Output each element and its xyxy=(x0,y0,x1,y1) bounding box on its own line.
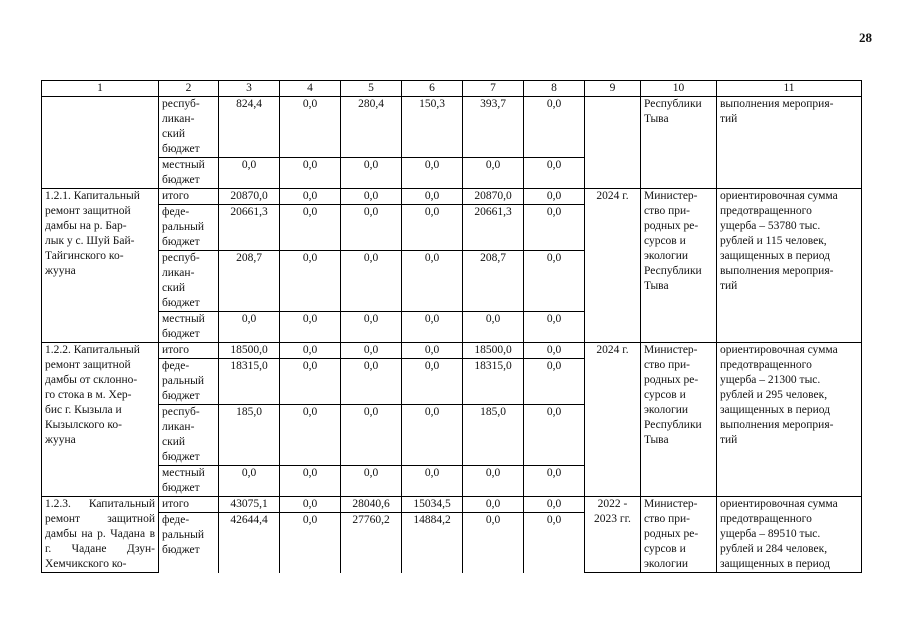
value-cell: 0,0 xyxy=(463,513,524,573)
value-cell: 0,0 xyxy=(341,158,402,189)
value-cell: 27760,2 xyxy=(341,513,402,573)
funding-source: феде- ральный бюджет xyxy=(159,513,219,573)
column-number: 7 xyxy=(463,81,524,97)
value-cell: 0,0 xyxy=(524,359,585,405)
executor-cell: Министер- ство при- родных ре- сурсов и экологии Республики Тыва xyxy=(641,343,717,497)
result-cell: ориентировочная сумма предотвращенного ущерба – 89510 тыс. рублей и 284 человек, защищенных в период xyxy=(717,497,862,573)
table-row xyxy=(42,189,862,205)
value-cell: 0,0 xyxy=(402,312,463,343)
funding-source: респуб- ликан- ский бюджет xyxy=(159,405,219,466)
funding-source: респуб- ликан- ский бюджет xyxy=(159,251,219,312)
column-number: 3 xyxy=(219,81,280,97)
funding-source: респуб- ликан- ский бюджет xyxy=(159,97,219,158)
value-cell: 0,0 xyxy=(402,466,463,497)
value-cell: 0,0 xyxy=(524,251,585,312)
funding-source: итого xyxy=(159,189,219,205)
value-cell: 0,0 xyxy=(402,343,463,359)
value-cell: 0,0 xyxy=(219,312,280,343)
value-cell: 0,0 xyxy=(341,343,402,359)
value-cell: 0,0 xyxy=(341,359,402,405)
value-cell: 0,0 xyxy=(524,97,585,158)
value-cell: 18500,0 xyxy=(219,343,280,359)
column-number: 2 xyxy=(159,81,219,97)
value-cell: 0,0 xyxy=(280,359,341,405)
table-row xyxy=(42,97,862,158)
value-cell: 0,0 xyxy=(341,205,402,251)
value-cell: 824,4 xyxy=(219,97,280,158)
executor-cell: Министер- ство при- родных ре- сурсов и экологии xyxy=(641,497,717,573)
value-cell: 18500,0 xyxy=(463,343,524,359)
value-cell: 0,0 xyxy=(524,497,585,513)
value-cell: 0,0 xyxy=(280,251,341,312)
value-cell: 0,0 xyxy=(341,405,402,466)
column-number: 9 xyxy=(585,81,641,97)
value-cell: 0,0 xyxy=(219,466,280,497)
value-cell: 0,0 xyxy=(524,513,585,573)
value-cell: 0,0 xyxy=(341,312,402,343)
value-cell: 0,0 xyxy=(524,158,585,189)
value-cell: 43075,1 xyxy=(219,497,280,513)
value-cell: 0,0 xyxy=(402,359,463,405)
column-number: 1 xyxy=(42,81,159,97)
value-cell: 18315,0 xyxy=(219,359,280,405)
value-cell: 0,0 xyxy=(341,189,402,205)
value-cell: 20661,3 xyxy=(463,205,524,251)
column-number: 5 xyxy=(341,81,402,97)
period-cell: 2024 г. xyxy=(585,343,641,497)
value-cell: 0,0 xyxy=(402,251,463,312)
result-cell: выполнения мероприя- тий xyxy=(717,97,862,189)
funding-source: итого xyxy=(159,497,219,513)
value-cell: 0,0 xyxy=(341,251,402,312)
column-number: 6 xyxy=(402,81,463,97)
value-cell: 0,0 xyxy=(280,189,341,205)
value-cell: 0,0 xyxy=(463,158,524,189)
value-cell: 0,0 xyxy=(280,205,341,251)
result-cell: ориентировочная сумма предотвращенного ущерба – 21300 тыс. рублей и 295 человек, защищенных в период выполнения мероприя- тий xyxy=(717,343,862,497)
value-cell: 150,3 xyxy=(402,97,463,158)
value-cell: 20661,3 xyxy=(219,205,280,251)
column-number: 4 xyxy=(280,81,341,97)
value-cell: 0,0 xyxy=(524,189,585,205)
program-table xyxy=(41,80,862,573)
value-cell: 0,0 xyxy=(280,343,341,359)
funding-source: местный бюджет xyxy=(159,312,219,343)
period-cell xyxy=(585,97,641,189)
result-cell: ориентировочная сумма предотвращенного ущерба – 53780 тыс. рублей и 115 человек, защищенных в период выполнения мероприя- тий xyxy=(717,189,862,343)
value-cell: 0,0 xyxy=(463,312,524,343)
period-cell: 2024 г. xyxy=(585,189,641,343)
column-number: 10 xyxy=(641,81,717,97)
value-cell: 0,0 xyxy=(402,158,463,189)
value-cell: 185,0 xyxy=(219,405,280,466)
value-cell: 0,0 xyxy=(341,466,402,497)
value-cell: 20870,0 xyxy=(219,189,280,205)
column-numbers-row xyxy=(42,81,862,97)
value-cell: 0,0 xyxy=(524,405,585,466)
funding-source: феде- ральный бюджет xyxy=(159,205,219,251)
value-cell: 0,0 xyxy=(280,497,341,513)
value-cell: 15034,5 xyxy=(402,497,463,513)
table-row xyxy=(42,497,862,513)
period-cell: 2022 - 2023 гг. xyxy=(585,497,641,573)
value-cell: 0,0 xyxy=(280,405,341,466)
funding-source: итого xyxy=(159,343,219,359)
value-cell: 0,0 xyxy=(280,158,341,189)
page-number: 28 xyxy=(859,30,872,45)
item-name-cell: 1.2.2. Капитальный ремонт защитной дамбы от склонно- го стока в м. Хер- бис г. Кызыла и Кызылского ко- жууна xyxy=(42,343,159,497)
value-cell: 18315,0 xyxy=(463,359,524,405)
column-number: 11 xyxy=(717,81,862,97)
executor-cell: Министер- ство при- родных ре- сурсов и экологии Республики Тыва xyxy=(641,189,717,343)
value-cell: 0,0 xyxy=(524,343,585,359)
funding-source: феде- ральный бюджет xyxy=(159,359,219,405)
value-cell: 0,0 xyxy=(463,466,524,497)
value-cell: 42644,4 xyxy=(219,513,280,573)
value-cell: 0,0 xyxy=(402,189,463,205)
value-cell: 0,0 xyxy=(219,158,280,189)
value-cell: 0,0 xyxy=(280,513,341,573)
value-cell: 0,0 xyxy=(280,97,341,158)
value-cell: 20870,0 xyxy=(463,189,524,205)
value-cell: 0,0 xyxy=(280,466,341,497)
item-name-cell xyxy=(42,97,159,189)
item-name-cell: 1.2.1. Капитальный ремонт защитной дамбы на р. Бар- лык у с. Шуй Бай- Тайгинского ко- жууна xyxy=(42,189,159,343)
value-cell: 0,0 xyxy=(524,466,585,497)
value-cell: 0,0 xyxy=(280,312,341,343)
value-cell: 208,7 xyxy=(219,251,280,312)
column-number: 8 xyxy=(524,81,585,97)
value-cell: 0,0 xyxy=(463,497,524,513)
value-cell: 280,4 xyxy=(341,97,402,158)
item-name-cell: 1.2.3. Капитальный ремонт защитной дамбы на р. Чадана в г. Чадане Дзун-Хемчикского ко- xyxy=(42,497,159,573)
value-cell: 28040,6 xyxy=(341,497,402,513)
value-cell: 0,0 xyxy=(402,205,463,251)
value-cell: 0,0 xyxy=(524,205,585,251)
funding-source: местный бюджет xyxy=(159,466,219,497)
value-cell: 0,0 xyxy=(402,405,463,466)
funding-source: местный бюджет xyxy=(159,158,219,189)
value-cell: 208,7 xyxy=(463,251,524,312)
value-cell: 185,0 xyxy=(463,405,524,466)
executor-cell: Республики Тыва xyxy=(641,97,717,189)
value-cell: 0,0 xyxy=(524,312,585,343)
table-row xyxy=(42,343,862,359)
value-cell: 393,7 xyxy=(463,97,524,158)
value-cell: 14884,2 xyxy=(402,513,463,573)
